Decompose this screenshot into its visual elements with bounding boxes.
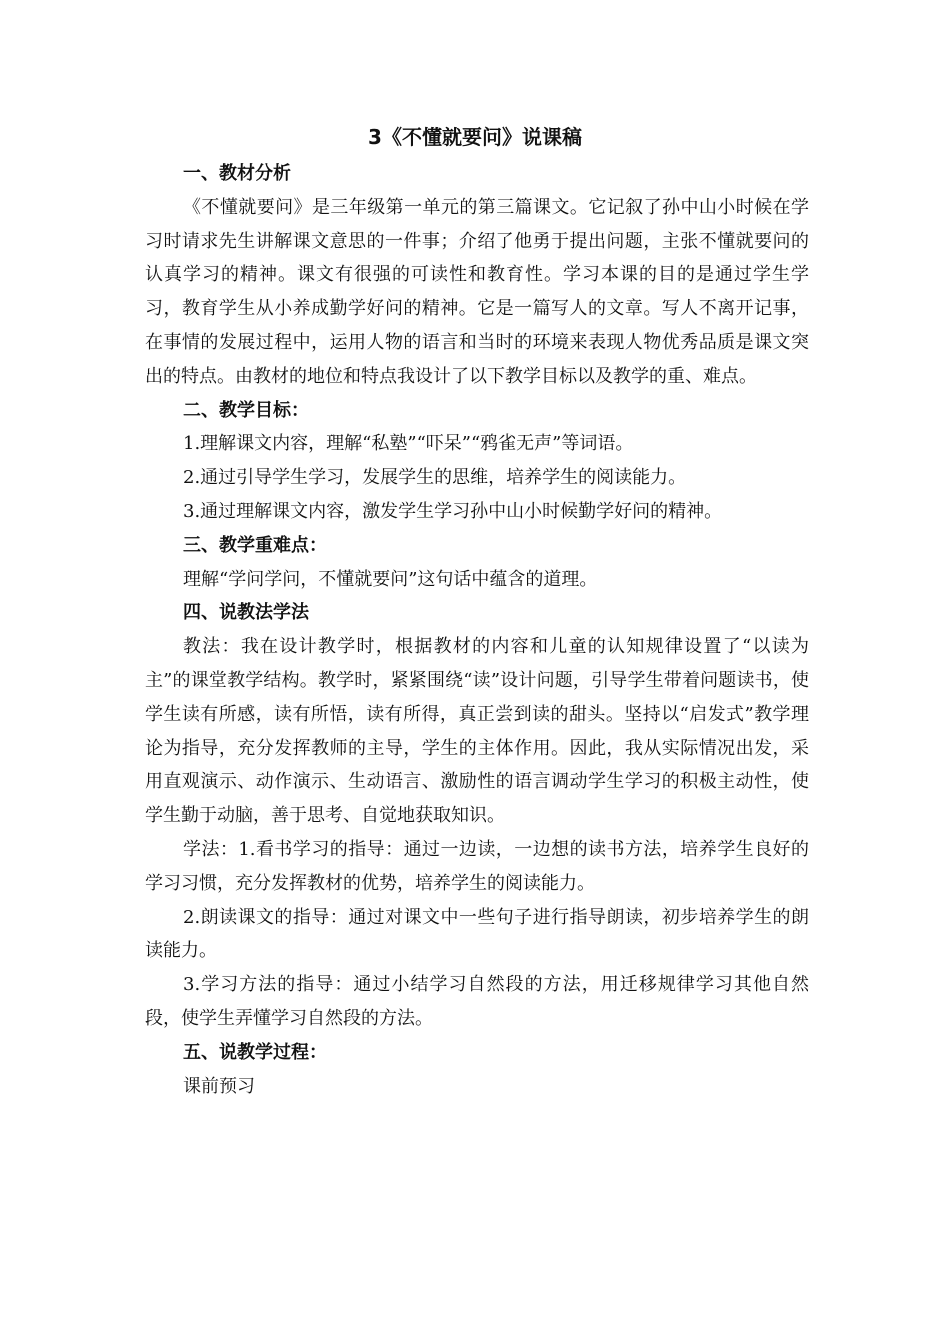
paragraph-preview: 课前预习 [183, 1075, 255, 1097]
paragraph-learning-method-1: 学法：1.看书学习的指导：通过一边读，一边想的读书方法，培养学生良好的学习习惯，充分发挥教材的优势，培养学生的阅读能力。 [145, 838, 809, 894]
paragraph-textbook-analysis: 《不懂就要问》是三年级第一单元的第三篇课文。它记叙了孙中山小时候在学习时请求先生讲解课文意思的一件事；介绍了他勇于提出问题，主张不懂就要问的认真学习的精神。课文有很强的可读性和教育性。学习本课的目的是通过学生学习，教育学生从小养成勤学好问的精神。它是一篇写人的文章。写人不离开记事，在事情的发展过程中，运用人物的语言和当时的环境来表现人物优秀品质是课文突出的特点。由教材的地位和特点我设计了以下教学目标以及教学的重、难点。 [145, 196, 809, 387]
paragraph-teaching-method: 教法：我在设计教学时，根据教材的内容和儿童的认知规律设置了“以读为主”的课堂教学结构。教学时，紧紧围绕“读”设计问题，引导学生带着问题读书，使学生读有所感，读有所悟，读有所得，真正尝到读的甜头。坚持以“启发式”教学理论为指导，充分发挥教师的主导，学生的主体作用。因此，我从实际情况出发，采用直观演示、动作演示、生动语言、激励性的语言调动学生学习的积极主动性，使学生勤于动脑，善于思考、自觉地获取知识。 [145, 636, 809, 827]
section-heading-teaching-process: 五、说教学过程： [183, 1041, 327, 1063]
paragraph-key-points: 理解“学问学问，不懂就要问”这句话中蕴含的道理。 [183, 568, 598, 590]
section-heading-teaching-goals: 二、教学目标： [183, 399, 309, 421]
section-heading-methods: 四、说教法学法 [183, 602, 309, 624]
document-title: 3《不懂就要问》说课稿 [368, 125, 582, 149]
goal-item-3: 3.通过理解课文内容，激发学生学习孙中山小时候勤学好问的精神。 [183, 500, 723, 522]
paragraph-learning-method-2: 2.朗读课文的指导：通过对课文中一些句子进行指导朗读，初步培养学生的朗读能力。 [145, 906, 809, 962]
goal-item-1: 1.理解课文内容，理解“私塾”“吓呆”“鸦雀无声”等词语。 [183, 433, 634, 455]
section-heading-key-points: 三、教学重难点： [183, 534, 327, 556]
goal-item-2: 2.通过引导学生学习，发展学生的思维，培养学生的阅读能力。 [183, 467, 687, 489]
section-heading-textbook-analysis: 一、教材分析 [183, 163, 291, 184]
document-body [145, 157, 809, 1103]
paragraph-learning-method-3: 3.学习方法的指导：通过小结学习自然段的方法，用迁移规律学习其他自然段，使学生弄懂学习自然段的方法。 [145, 974, 809, 1029]
